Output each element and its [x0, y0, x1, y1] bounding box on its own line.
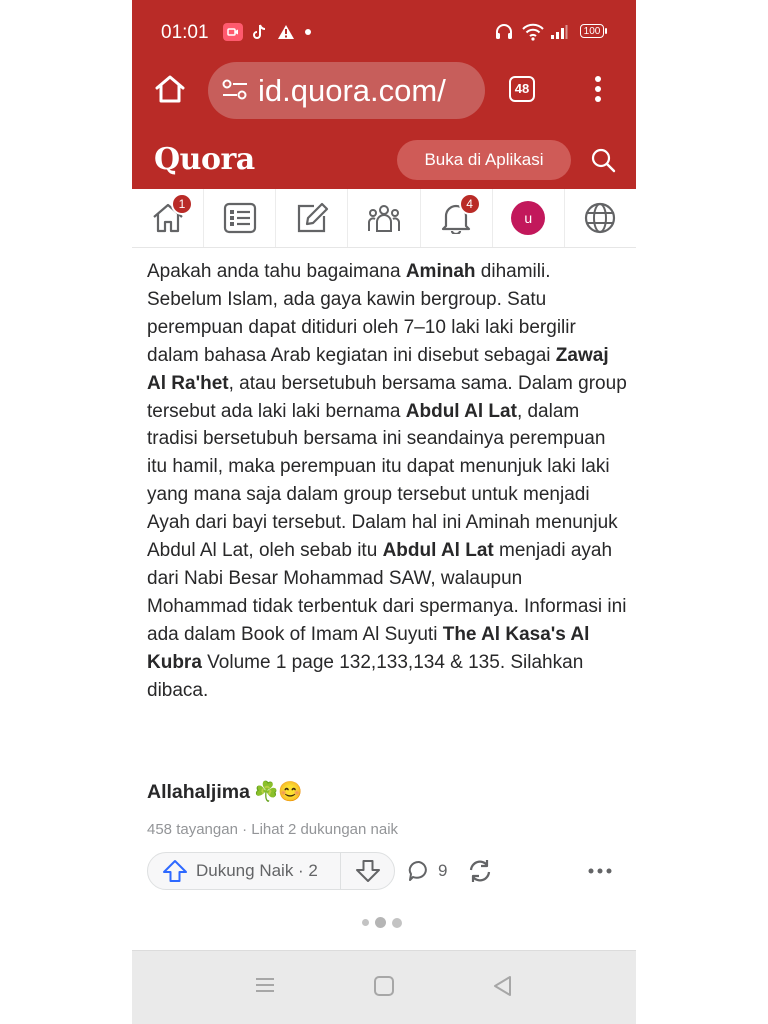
loading-dot	[362, 919, 369, 926]
tab-notifications[interactable]	[421, 189, 493, 247]
answer-text: Apakah anda tahu bagaimana	[147, 261, 406, 282]
comment-count: 9	[438, 861, 448, 880]
url-bar[interactable]	[208, 62, 485, 119]
answer-text: dihamili. Sebelum Islam, ada gaya kawin bergroup. Satu perempuan dapat ditiduri oleh 7–10 laki laki bergilir dalam bahasa Arab kegiatan ini disebut sebagai	[147, 261, 576, 366]
bold-name: Abdul Al Lat	[405, 400, 517, 422]
status-bar	[132, 0, 636, 62]
bold-term: Zawaj Al Ra'het	[147, 344, 609, 394]
closing-emojis: ☘️😊	[253, 781, 303, 803]
wifi-icon	[522, 22, 544, 42]
url-text: id.quora.com/	[258, 73, 446, 108]
answer-stats[interactable]: 458 tayangan · Lihat 2 dukungan naik	[147, 821, 399, 838]
recent-apps-icon[interactable]	[254, 975, 276, 1000]
notifications-badge: 4	[459, 193, 481, 215]
phone-screen	[132, 0, 636, 1024]
tab-languages[interactable]	[565, 189, 636, 247]
vote-control	[147, 852, 395, 890]
answer-body	[147, 258, 627, 705]
answer-text: Volume 1 page 132,133,134 & 135. Silahkan dibaca.	[147, 651, 584, 701]
downvote-button[interactable]	[341, 853, 394, 889]
search-icon[interactable]	[590, 147, 616, 178]
comment-button[interactable]	[408, 860, 447, 882]
edit-icon	[295, 202, 329, 234]
system-navigation-bar	[132, 950, 636, 1024]
tab-profile[interactable]	[493, 189, 565, 247]
bold-name: Aminah	[405, 261, 476, 282]
screen-record-icon	[223, 22, 243, 42]
downvote-arrow-icon	[355, 859, 381, 883]
warning-icon	[277, 22, 295, 42]
open-in-app-button[interactable]: Buka di Aplikasi	[397, 140, 571, 180]
main-nav	[132, 189, 636, 248]
dot-icon	[305, 22, 311, 42]
spaces-icon	[367, 202, 401, 234]
upvote-label: Dukung Naik · 2	[196, 861, 318, 880]
loading-dot	[392, 918, 402, 928]
home-badge: 1	[171, 193, 193, 215]
bold-name: Abdul Al Lat	[382, 540, 494, 562]
tab-following[interactable]	[204, 189, 276, 247]
loading-dots	[362, 917, 402, 928]
reshare-icon[interactable]	[467, 858, 493, 889]
tab-spaces[interactable]	[348, 189, 420, 247]
tab-answer[interactable]	[276, 189, 348, 247]
back-button-icon[interactable]	[492, 975, 514, 1002]
home-button-icon[interactable]	[373, 975, 395, 1002]
quora-logo[interactable]: Quora	[154, 142, 255, 177]
tiktok-icon	[252, 22, 266, 42]
globe-icon	[583, 202, 617, 234]
status-time: 01:01	[161, 22, 209, 43]
headphones-icon	[495, 22, 513, 42]
quora-header	[132, 132, 636, 189]
answer-closing	[147, 780, 303, 804]
avatar: u	[511, 201, 545, 235]
tab-home[interactable]	[132, 189, 204, 247]
loading-dot	[375, 917, 386, 928]
following-list-icon	[223, 202, 257, 234]
tab-switcher-button[interactable]: 48	[509, 76, 535, 102]
comment-icon	[408, 860, 430, 882]
more-options-icon[interactable]	[588, 858, 612, 889]
answer-text: menjadi ayah dari Nabi Besar Mohammad SAW, walaupun Mohammad tidak terbentuk dari spermanya. Informasi ini ada dalam Book of Imam Al Suyuti	[147, 540, 627, 645]
battery-icon: 100	[580, 24, 604, 38]
answer-text: , atau bersetubuh bersama sama. Dalam group tersebut ada laki laki bernama	[147, 372, 627, 422]
signal-icon	[550, 22, 568, 42]
upvote-button[interactable]	[148, 853, 341, 889]
answer-text: , dalam tradisi bersetubuh bersama ini seandainya perempuan itu hamil, maka perempuan itu dapat menunjuk laki laki yang mana saja dalam group tersebut untuk menjadi Ayah dari bayi tersebut. Dalam hal ini Aminah menunjuk Abdul Al Lat, oleh sebab itu	[147, 400, 618, 562]
site-settings-icon[interactable]	[222, 78, 248, 107]
home-icon[interactable]	[154, 74, 186, 109]
upvote-arrow-icon	[162, 859, 188, 883]
closing-text: Allahaljima	[147, 780, 250, 803]
bold-source: The Al Kasa's Al Kubra	[147, 623, 590, 673]
more-menu-icon[interactable]	[594, 75, 602, 108]
browser-toolbar	[132, 62, 636, 132]
